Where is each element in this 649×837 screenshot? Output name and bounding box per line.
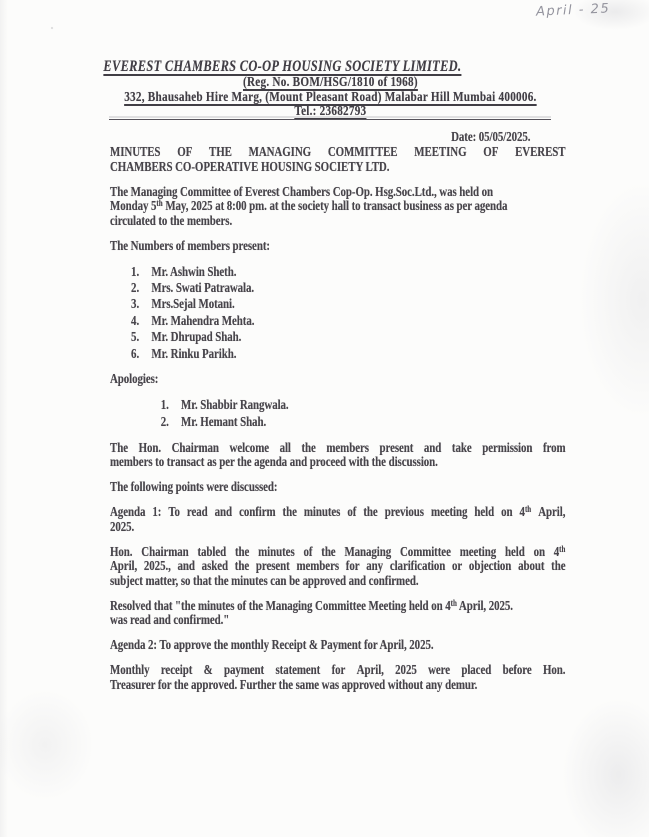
word (461, 664, 491, 679)
text-run: Hon. (110, 544, 133, 560)
superscript: th (156, 198, 163, 208)
text-run: MANAGING (248, 145, 312, 160)
doc-line (110, 597, 566, 615)
text-run: Agenda (110, 505, 146, 521)
text-run: or (452, 559, 463, 575)
list-item-text: Mrs.Sejal Motani. (151, 297, 235, 313)
text-run: and (177, 559, 195, 575)
word (326, 442, 369, 457)
text-run: on (533, 544, 545, 560)
text-run: read (186, 505, 208, 521)
word (152, 506, 161, 521)
list-item (110, 330, 566, 346)
text-run: The Numbers of members present: (110, 238, 270, 254)
word (424, 442, 441, 457)
handwritten-annotation: April - 25 (535, 1, 611, 20)
word (543, 664, 565, 679)
word (344, 546, 391, 561)
word (215, 506, 232, 521)
text-run: Managing (344, 544, 392, 560)
text-run: asked (201, 559, 229, 575)
list-item-number: 2. (160, 414, 169, 430)
word (139, 442, 161, 457)
text-run: was read and confirmed." (110, 613, 230, 629)
doc-line (110, 560, 566, 575)
doc-line (110, 521, 566, 536)
word (249, 146, 311, 161)
word (363, 506, 377, 521)
word (110, 146, 160, 161)
word (235, 560, 249, 575)
list-item (110, 265, 566, 281)
list-item (110, 398, 566, 414)
word (357, 664, 384, 679)
word (328, 146, 398, 161)
text-run: subject matter, so that the minutes can be approved and confirmed. (110, 573, 419, 589)
text-run: of (347, 505, 357, 521)
doc-line (110, 481, 566, 496)
doc-line (110, 456, 566, 471)
doc-line (110, 240, 566, 255)
text-run: from (542, 440, 566, 456)
text-run: The following points were discussed: (110, 480, 278, 496)
word (202, 560, 228, 575)
text-run: tabled (197, 544, 227, 560)
text-run: CHAMBERS CO-OPERATIVE HOUSING SOCIETY LTD. (110, 159, 390, 175)
list-item-text: Mr. Shabbir Rangwala. (180, 398, 289, 414)
word (110, 442, 128, 457)
word (256, 560, 290, 575)
text-run: Monthly (110, 663, 150, 679)
list-item-number: 2. (131, 280, 140, 296)
text-run: the (363, 505, 378, 521)
text-run: Chairman (171, 440, 219, 456)
text-run: The Managing Committee of Everest Chambers Cop-Op. Hsg.Soc.Ltd., was held on (110, 184, 494, 200)
text-run: OF (483, 145, 499, 160)
doc-line (110, 186, 566, 201)
text-run: Agenda 2: To approve the monthly Receipt & Payment for April, 2025. (110, 638, 434, 654)
text-run: were (428, 663, 450, 679)
list-item (110, 314, 566, 330)
text-run: MINUTES (110, 145, 161, 160)
word (431, 506, 467, 521)
text-run: 4 (553, 544, 560, 560)
list-item-text: Mr. Ashwin Sheth. (151, 264, 237, 280)
list-item-text: Mrs. Swati Patrawala. (151, 280, 255, 296)
text-run: objection (468, 559, 512, 575)
doc-line (110, 200, 566, 215)
paragraph (110, 664, 566, 693)
paragraph (110, 597, 566, 629)
header-divider (109, 119, 551, 120)
text-run: about (518, 559, 545, 575)
text-run: The (110, 440, 128, 456)
text-run: Hon. (542, 663, 566, 679)
word (390, 560, 445, 575)
word (209, 146, 232, 161)
text-run: minutes (303, 505, 341, 521)
text-run: Committee (400, 544, 451, 560)
text-run: EVEREST (515, 145, 566, 160)
word (230, 442, 269, 457)
word (141, 546, 188, 561)
text-run: Monday 5 (110, 199, 157, 214)
word (110, 664, 149, 679)
text-run: present (255, 559, 290, 575)
numbered-list (110, 265, 566, 363)
paragraph (110, 543, 566, 590)
text-run: circulated to the members. (110, 213, 233, 229)
list-item-text: Mr. Mahendra Mehta. (151, 313, 255, 329)
text-run: meeting (430, 505, 468, 521)
word (366, 560, 383, 575)
word (168, 506, 180, 521)
word (321, 546, 335, 561)
list-item-number: 1. (160, 398, 169, 414)
word (505, 546, 525, 561)
doc-line (110, 679, 566, 694)
text-run: previous (384, 505, 424, 521)
text-run: clarification (389, 559, 446, 575)
list-item (110, 415, 566, 431)
text-run: 1: (152, 505, 162, 521)
list-item-number: 4. (131, 313, 140, 329)
text-run: Hon. (138, 440, 162, 456)
list-item (110, 281, 566, 297)
telephone-line: Tel.: 23682793 (294, 104, 367, 120)
list-item-number: 5. (131, 330, 140, 346)
word (346, 560, 360, 575)
word (518, 560, 544, 575)
word (543, 442, 566, 457)
word (172, 442, 219, 457)
word (452, 442, 472, 457)
document-body (110, 131, 566, 693)
text-run: present (379, 440, 414, 456)
text-run: the (301, 440, 316, 456)
list-item (110, 347, 566, 363)
paragraph (110, 186, 566, 230)
word (400, 546, 451, 561)
paragraph (110, 146, 566, 175)
text-run: COMMITTEE (327, 145, 398, 160)
superscript: th (559, 543, 566, 554)
text-run: for (331, 663, 346, 679)
word (204, 664, 213, 679)
doc-line (110, 614, 566, 629)
word (297, 560, 340, 575)
word (503, 664, 532, 679)
doc-line (110, 664, 566, 679)
doc-line (110, 146, 566, 161)
word (332, 664, 346, 679)
word (235, 546, 249, 561)
doc-line (110, 215, 566, 230)
date-line: Date: 05/05/2025. (451, 130, 531, 145)
text-run: held (474, 505, 495, 521)
text-run: meeting (459, 544, 497, 560)
word (110, 546, 132, 561)
word (197, 546, 226, 561)
text-run: the (321, 544, 336, 560)
word (469, 560, 511, 575)
text-run: Chairman (141, 544, 189, 560)
word (534, 546, 545, 561)
word (224, 664, 264, 679)
numbered-list (110, 398, 566, 431)
word (482, 442, 532, 457)
paragraph (110, 442, 566, 471)
word (538, 506, 565, 521)
list-item-number: 1. (131, 264, 140, 280)
text-run: April, (356, 663, 384, 679)
text-run: members (326, 440, 369, 456)
text-run: the (551, 559, 566, 575)
text-run: the (234, 544, 250, 560)
document-blocks (110, 146, 566, 693)
text-run: statement (275, 663, 321, 679)
paragraph (110, 240, 566, 255)
paragraph (110, 373, 566, 388)
text-run: Treasurer for the approved. Further the same was approved without any demur. (110, 677, 478, 693)
text-run: OF (177, 145, 193, 160)
word (380, 442, 414, 457)
word (414, 146, 466, 161)
text-run: April, 2025. (456, 598, 513, 614)
text-run: the (282, 505, 297, 521)
text-run: & (203, 663, 213, 679)
text-run: April, (110, 559, 138, 575)
word (187, 506, 208, 521)
text-run: To (168, 505, 180, 521)
doc-line (110, 373, 566, 388)
doc-line (110, 575, 566, 590)
doc-line (110, 506, 566, 521)
text-run: permission (482, 440, 533, 456)
word (280, 442, 291, 457)
text-run: Resolved that "the minutes of the Managing Committee Meeting held on 4 (110, 598, 451, 614)
word (161, 664, 192, 679)
text-run: 2025., (143, 559, 171, 575)
word (551, 560, 565, 575)
word (428, 664, 450, 679)
society-address: 332, Bhausaheb Hire Marg, (Mount Pleasant Road) Malabar Hill Mumbai 400006. (124, 89, 537, 105)
text-run: welcome (229, 440, 269, 456)
word (452, 560, 462, 575)
word (515, 146, 565, 161)
text-run: confirm (239, 505, 276, 521)
text-run: members to transact as per the agenda and proceed with the discussion. (110, 455, 438, 471)
text-run: on (501, 505, 513, 521)
text-run: 2025. (110, 519, 135, 535)
text-run: of (303, 544, 313, 560)
doc-line (110, 639, 566, 654)
list-item-number: 6. (131, 346, 140, 362)
text-run: minutes (258, 544, 295, 560)
word (304, 506, 340, 521)
word (239, 506, 275, 521)
text-run: payment (223, 663, 265, 679)
doc-line (110, 161, 566, 176)
word (301, 442, 315, 457)
text-run: before (502, 663, 532, 679)
letterhead (103, 58, 551, 120)
word (395, 664, 417, 679)
paragraph (110, 506, 566, 535)
text-run: and (214, 505, 233, 521)
text-run: the (234, 559, 250, 575)
superscript: th (450, 597, 457, 608)
list-item-text: Mr. Dhrupad Shah. (151, 330, 242, 346)
text-run: and (423, 440, 442, 456)
text-run: any (366, 559, 384, 575)
word (110, 506, 145, 521)
text-run: all (279, 440, 291, 456)
superscript: th (524, 504, 532, 515)
paragraph (110, 639, 566, 654)
word (283, 506, 297, 521)
text-run: Apologies: (110, 372, 159, 388)
list-item-text: Mr. Rinku Parikh. (151, 346, 237, 362)
text-run: members (296, 559, 340, 575)
word (347, 506, 356, 521)
text-run: THE (208, 145, 232, 160)
word (474, 506, 494, 521)
text-run: take (451, 440, 472, 456)
text-run: placed (461, 663, 492, 679)
text-run: 4 (519, 505, 525, 521)
word (303, 546, 312, 561)
text-run: held (504, 544, 525, 560)
text-run: for (345, 559, 360, 575)
word (110, 560, 137, 575)
word (483, 146, 498, 161)
word (144, 560, 171, 575)
word (460, 546, 496, 561)
doc-line (110, 543, 566, 561)
word (501, 506, 512, 521)
text-run: receipt (160, 663, 193, 679)
text-run: 2025 (395, 663, 417, 679)
paragraph (110, 481, 566, 496)
list-item-number: 3. (131, 297, 140, 313)
word (385, 506, 424, 521)
registration-number: (Reg. No. BOM/HSG/1810 of 1968) (242, 75, 418, 90)
word (520, 506, 532, 521)
doc-line (110, 442, 566, 457)
word (177, 146, 192, 161)
word (258, 546, 294, 561)
text-run: April, (538, 505, 566, 521)
text-run: MEETING (414, 145, 467, 160)
society-name: EVEREST CHAMBERS CO-OP HOUSING SOCIETY LIMITED. (103, 58, 462, 75)
word (553, 543, 566, 561)
word (275, 664, 320, 679)
word (178, 560, 195, 575)
list-item-text: Mr. Hemant Shah. (180, 414, 267, 430)
text-run: May, 2025 at 8:00 pm. at the society hall to transact business as per agenda (162, 199, 508, 214)
list-item (110, 297, 566, 313)
